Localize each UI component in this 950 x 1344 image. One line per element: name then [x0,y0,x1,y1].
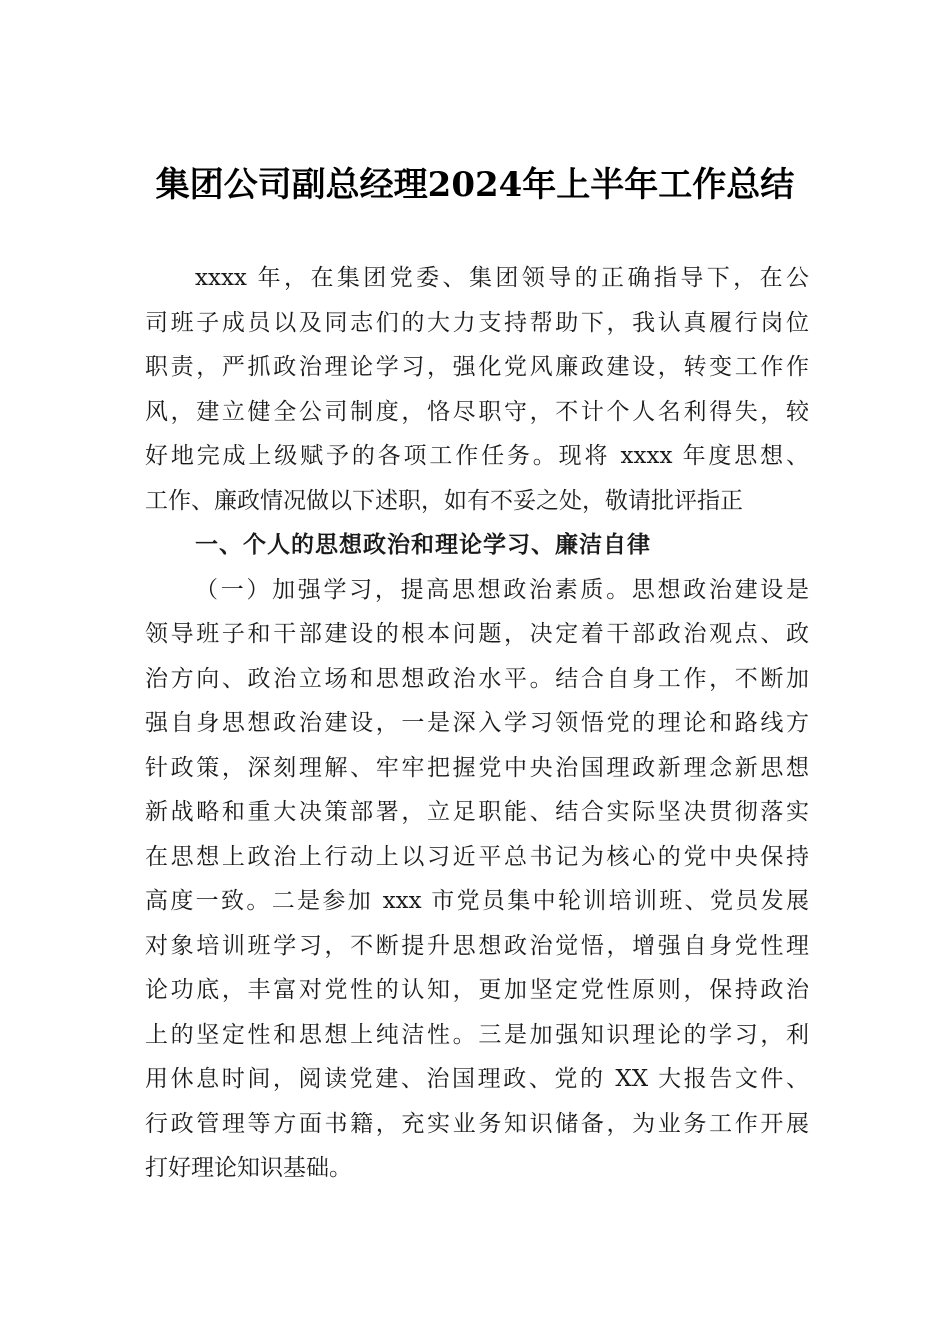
intro-line: 风，建立健全公司制度，恪尽职守，不计个人名利得失，较 [145,398,809,425]
intro-line: 职责，严抓政治理论学习，强化党风廉政建设，转变工作作 [145,354,809,380]
section-paragraph-line: （一）加强学习，提高思想政治素质。思想政治建设是 [195,576,809,603]
intro-line: 司班子成员以及同志们的大力支持帮助下，我认真履行岗位 [145,309,809,336]
section-paragraph-line: 行政管理等方面书籍，充实业务知识储备，为业务工作开展 [145,1110,809,1137]
section-paragraph-line: 用休息时间，阅读党建、治国理政、党的 XX 大报告文件、 [145,1066,809,1092]
intro-line: xxxx 年，在集团党委、集团领导的正确指导下，在公 [195,265,809,291]
section-paragraph-line: 在思想上政治上行动上以习近平总书记为核心的党中央保持 [145,843,809,870]
section-paragraph-line: 治方向、政治立场和思想政治水平。结合自身工作，不断加 [145,665,809,692]
section-paragraph-line: 论功底，丰富对党性的认知，更加坚定党性原则，保持政治 [145,977,809,1003]
section-paragraph-line: 高度一致。二是参加 xxx 市党员集中轮训培训班、党员发展 [145,888,809,914]
section-paragraph-line: 强自身思想政治建设，一是深入学习领悟党的理论和路线方 [145,710,809,736]
section-paragraph-line: 对象培训班学习，不断提升思想政治觉悟，增强自身党性理 [145,932,809,959]
intro-line: 工作、廉政情况做以下述职，如有不妥之处，敬请批评指正 [145,487,743,514]
document-body [145,256,809,1191]
section-paragraph-line: 上的坚定性和思想上纯洁性。三是加强知识理论的学习，利 [145,1021,809,1048]
section-heading: 一、个人的思想政治和理论学习、廉洁自律 [195,532,651,558]
section-paragraph-line: 领导班子和干部建设的根本问题，决定着干部政治观点、政 [145,621,809,647]
section-paragraph-line: 新战略和重大决策部署，立足职能、结合实际坚决贯彻落实 [145,799,809,825]
section-paragraph-line: 针政策，深刻理解、牢牢把握党中央治国理政新理念新思想 [145,754,809,781]
intro-line: 好地完成上级赋予的各项工作任务。现将 xxxx 年度思想、 [145,443,809,469]
section-paragraph-line: 打好理论知识基础。 [145,1155,352,1181]
document-title: 集团公司副总经理2024年上半年工作总结 [155,165,795,205]
